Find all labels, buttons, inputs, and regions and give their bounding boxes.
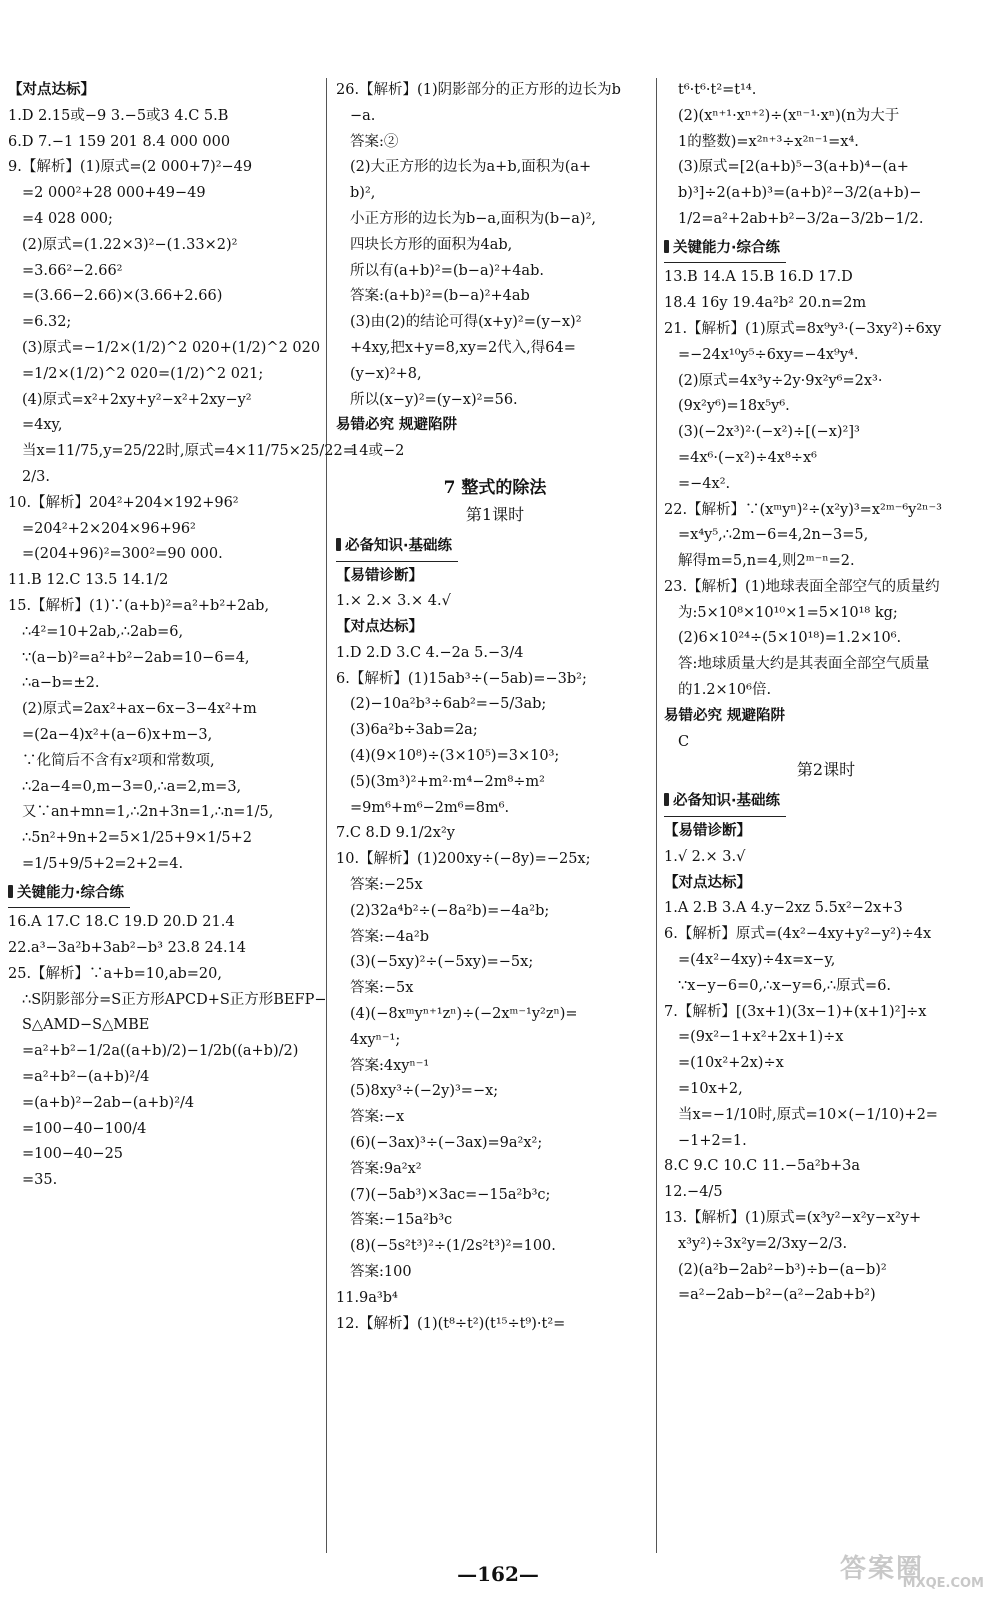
answer-line: 又∵an+mn=1,∴2n+3n=1,∴n=1/5, [22,804,274,821]
answer-line: (6)(−3ax)³÷(−3ax)=9a²x²; [350,1135,543,1152]
answer-line: =−4x². [678,475,731,492]
answer-line: 1.× 2.× 3.× 4.√ [336,593,451,610]
section-header: 关键能力·综合练 [664,235,786,264]
answer-line: 为:5×10⁸×10¹⁰×1=5×10¹⁸ kg; [678,604,898,621]
answer-line: (3)(−5xy)²÷(−5xy)=−5x; [350,954,534,971]
answer-line: (2)−10a²b³÷6ab²=−5/3ab; [350,696,547,713]
answer-line: =4xy, [22,417,63,434]
answer-line: (4)(9×10⁸)÷(3×10⁵)=3×10³; [350,748,560,765]
answer-line: ∴5n²+9n+2=5×1/25+9×1/5+2 [22,830,253,847]
answer-line: 四块长方形的面积为4ab, [350,236,513,253]
answer-line: (2)大正方形的边长为a+b,面积为(a+ [350,159,592,176]
answer-line: 18.4 16y 19.4a²b² 20.n=2m [664,295,867,312]
answer-line: 15.【解析】(1)∵(a+b)²=a²+b²+2ab, [8,597,270,614]
column-1 [8,78,355,1194]
lesson-title: 第1课时 [465,504,525,524]
answer-line: ∴2a−4=0,m−3=0,∴a=2,m=3, [22,778,242,795]
answer-line: (2)原式=2ax²+ax−6x−3−4x²+m [22,701,257,718]
answer-line: ∴4²=10+2ab,∴2ab=6, [22,623,184,640]
answer-line: (7)(−5ab³)×3ac=−15a²b³c; [350,1186,551,1203]
answer-line: (4)原式=x²+2xy+y²−x²+2xy−y² [22,391,252,408]
answer-line: 8.C 9.C 10.C 11.−5a²b+3a [664,1158,861,1175]
answer-line: 7.【解析】[(3x+1)(3x−1)+(x+1)²]÷x [664,1003,927,1020]
answer-line: =(10x²+2x)÷x [678,1055,784,1072]
column-divider-2 [656,78,657,1553]
section-bar-icon [664,240,669,253]
answer-line: −a. [350,107,376,124]
answer-line: 所以有(a+b)²=(b−a)²+4ab. [350,262,544,279]
answer-line: =a²+b²−(a+b)²/4 [22,1069,150,1086]
answer-line: 23.【解析】(1)地球表面全部空气的质量约 [664,578,940,595]
answer-line: =(9x²−1+x²+2x+1)÷x [678,1029,844,1046]
section-tag: 【易错诊断】 [664,823,751,840]
answer-line: (5)8xy³÷(−2y)³=−x; [350,1083,499,1100]
answer-line: (8)(−5s²t³)²÷(1/2s²t³)²=100. [350,1238,556,1255]
answer-line: =−24x¹⁰y⁵÷6xy=−4x⁹y⁴. [678,346,859,363]
answer-line: =(204+96)²=300²=90 000. [22,546,223,563]
answer-line: 10.【解析】204²+204×192+96² [8,494,239,511]
answer-line: 7.C 8.D 9.1/2x²y [336,825,455,842]
answer-line: 当x=−1/10时,原式=10×(−1/10)+2= [678,1106,938,1123]
answer-line: =(4x²−4xy)÷4x=x−y, [678,952,836,968]
answer-line: 当x=11/75,y=25/22时,原式=4×11/75×25/22= [22,443,355,460]
section-bar-icon [664,793,669,806]
answer-line: +4xy,把x+y=8,xy=2代入,得64= [350,339,576,356]
answer-line: 1.D 2.15或−9 3.−5或3 4.C 5.B [8,107,229,124]
answer-line: =9m⁶+m⁶−2m⁶=8m⁶. [350,799,510,816]
answer-line: 4xyⁿ⁻¹; [350,1031,401,1048]
answer-line: 答案:100 [350,1264,412,1281]
answer-line: =(2a−4)x²+(a−6)x+m−3, [22,726,213,743]
answer-line: 所以(x−y)²=(y−x)²=56. [350,391,518,408]
answer-line: 21.【解析】(1)原式=8x⁹y³·(−3xy²)÷6xy [664,320,942,337]
answer-line: 答案:−25x [350,877,423,894]
answer-line: =a²+b²−1/2a((a+b)/2)−1/2b((a+b)/2) [22,1043,299,1060]
answer-line: =(a+b)²−2ab−(a+b)²/4 [22,1094,195,1111]
answer-line: (2)原式=(1.22×3)²−(1.33×2)² [22,236,238,253]
answer-line: ∴a−b=±2. [22,675,100,692]
answer-line: 6.【解析】原式=(4x²−4xy+y²−y²)÷4x [664,926,932,943]
answer-line: (3)原式=−1/2×(1/2)^2 020+(1/2)^2 020 [22,339,321,356]
answer-line: 6.【解析】(1)15ab³÷(−5ab)=−3b²; [336,670,587,687]
answer-line: =a²−2ab−b²−(a²−2ab+b²) [678,1287,876,1304]
section-header: 关键能力·综合练 [8,880,130,909]
answer-line: =100−40−25 [22,1146,124,1163]
lesson-title: 第2课时 [796,760,856,780]
answer-line: =x⁴y⁵,∴2m−6=4,2n−3=5, [678,527,869,544]
answer-line: 2/3. [22,468,50,485]
answer-line: b)², [350,185,376,202]
answer-line: −1+2=1. [678,1132,747,1149]
chapter-title: 7 整式的除法 [443,477,547,498]
answer-line: 1.A 2.B 3.A 4.y−2xz 5.5x²−2x+3 [664,900,903,917]
answer-line: 答案:9a²x² [350,1160,422,1177]
watermark-logo: 答案圈 MXQE.COM [840,1554,984,1591]
answer-line: 答案:−5x [350,980,414,997]
answer-line: 6.D 7.−1 159 201 8.4 000 000 [8,133,231,150]
answer-line: 10.【解析】(1)200xy÷(−8y)=−25x; [336,851,591,868]
answer-line: 1/2=a²+2ab+b²−3/2a−3/2b−1/2. [678,210,924,227]
answer-line: 11.B 12.C 13.5 14.1/2 [8,572,169,589]
answer-line: =1/5+9/5+2=2+2=4. [22,855,184,872]
section-tag: 【对点达标】 [8,82,95,98]
answer-line: 答案:−15a²b³c [350,1212,453,1229]
answer-line: S△AMD−S△MBE [22,1017,150,1034]
answer-line: 的1.2×10⁶倍. [678,682,772,699]
answer-line: ∵化简后不含有x²项和常数项, [22,752,215,769]
column-divider-1 [326,78,327,1553]
answer-line: =4x⁶·(−x²)÷4x⁸÷x⁶ [678,449,817,466]
answer-line: 小正方形的边长为b−a,面积为(b−a)², [350,210,596,227]
answer-line: x³y²)÷3x²y=2/3xy−2/3. [678,1235,848,1252]
answer-line: 9.【解析】(1)原式=(2 000+7)²−49 [8,159,253,176]
answer-line: =3.66²−2.66² [22,262,123,279]
answer-line: (9x²y⁶)=18x⁵y⁶. [678,398,790,415]
answer-line: 1.√ 2.× 3.√ [664,848,746,865]
answer-line: =4 028 000; [22,210,113,227]
answer-line: (2)6×10²⁴÷(5×10¹⁸)=1.2×10⁶. [678,630,902,647]
answer-line: =35. [22,1172,58,1189]
section-tag: 【易错诊断】 [336,567,423,584]
section-tag: 【对点达标】 [336,619,423,636]
answer-line: 12.−4/5 [664,1184,723,1201]
answer-line: (3)由(2)的结论可得(x+y)²=(y−x)² [350,314,582,331]
answer-line: =204²+2×204×96+96² [22,520,196,537]
answer-line: (2)32a⁴b²÷(−8a²b)=−4a²b; [350,902,550,919]
answer-line: =6.32; [22,314,72,331]
answer-line: 答案:−x [350,1109,405,1126]
column-3 [664,78,988,1309]
section-header: 必备知识·基础练 [336,533,458,562]
section-bar-icon [8,885,13,898]
section-header: 必备知识·基础练 [664,788,786,817]
answer-line: (3)6a²b÷3ab=2a; [350,722,478,739]
column-2 [336,78,654,1337]
section-tag: 【对点达标】 [664,874,751,891]
answer-line: 答案:(a+b)²=(b−a)²+4ab [350,288,530,305]
answer-line: 11.9a³b⁴ [336,1289,398,1306]
answer-line: C [678,733,690,750]
answer-line: 答案:4xyⁿ⁻¹ [350,1057,430,1074]
answer-line: 25.【解析】∵a+b=10,ab=20, [8,965,222,982]
answer-line: =2 000²+28 000+49−49 [22,185,206,202]
answer-line: ∵(a−b)²=a²+b²−2ab=10−6=4, [22,649,250,666]
answer-line: =10x+2, [678,1080,743,1097]
answer-line: (2)(a²b−2ab²−b³)÷b−(a−b)² [678,1261,887,1278]
answer-line: (3)(−2x³)²·(−x²)÷[(−x)²]³ [678,424,860,441]
answer-line: =1/2×(1/2)^2 020=(1/2)^2 021; [22,365,264,382]
page-number: —162— [457,1562,539,1586]
answer-line: b)³]÷2(a+b)³=(a+b)²−3/2(a+b)− [678,185,922,202]
answer-line: 16.A 17.C 18.C 19.D 20.D 21.4 [8,914,235,931]
answer-line: (y−x)²+8, [350,365,422,382]
answer-line: (5)(3m³)²+m²·m⁴−2m⁸÷m² [350,773,545,790]
answer-line: 13.B 14.A 15.B 16.D 17.D [664,269,853,286]
answer-line: 14或−2 [350,443,405,460]
answer-line: (3)原式=[2(a+b)⁵−3(a+b)⁴−(a+ [678,159,909,176]
answer-line: 22.a³−3a²b+3ab²−b³ 23.8 24.14 [8,940,247,957]
answer-line: =(3.66−2.66)×(3.66+2.66) [22,288,223,305]
answer-line: 1.D 2.D 3.C 4.−2a 5.−3/4 [336,644,524,661]
answer-line: (4)(−8xᵐyⁿ⁺¹zⁿ)÷(−2xᵐ⁻¹y²zⁿ)= [350,1006,578,1023]
answer-line: 答:地球质量大约是其表面全部空气质量 [678,656,930,673]
answer-line: 26.【解析】(1)阴影部分的正方形的边长为b [336,82,621,98]
answer-line: (2)(xⁿ⁺¹·xⁿ⁺²)÷(xⁿ⁻¹·xⁿ)(n为大于 [678,107,900,124]
section-bar-icon [336,538,341,551]
answer-line: ∴S阴影部分=S正方形APCD+S正方形BEFP− [22,991,327,1008]
answer-line: =100−40−100/4 [22,1120,147,1137]
answer-line: ∵x−y−6=0,∴x−y=6,∴原式=6. [678,977,892,994]
answer-line: 答案:② [350,133,399,150]
answer-line: 12.【解析】(1)(t⁸÷t²)(t¹⁵÷t⁹)·t²= [336,1315,566,1332]
answer-line: 答案:−4a²b [350,928,429,945]
answer-line: 解得m=5,n=4,则2ᵐ⁻ⁿ=2. [678,553,855,570]
section-tag: 易错必究 规避陷阱 [664,707,786,724]
answer-line: t⁶·t⁶·t²=t¹⁴. [678,82,757,98]
answer-line: 1的整数)=x²ⁿ⁺³÷x²ⁿ⁻¹=x⁴. [678,133,859,150]
section-tag: 易错必究 规避陷阱 [336,417,458,434]
answer-line: 13.【解析】(1)原式=(x³y²−x²y−x²y+ [664,1209,922,1226]
answer-line: (2)原式=4x³y÷2y·9x²y⁶=2x³· [678,372,883,389]
answer-line: 22.【解析】∵(xᵐyⁿ)²÷(x²y)³=x²ᵐ⁻⁶y²ⁿ⁻³ [664,501,942,518]
